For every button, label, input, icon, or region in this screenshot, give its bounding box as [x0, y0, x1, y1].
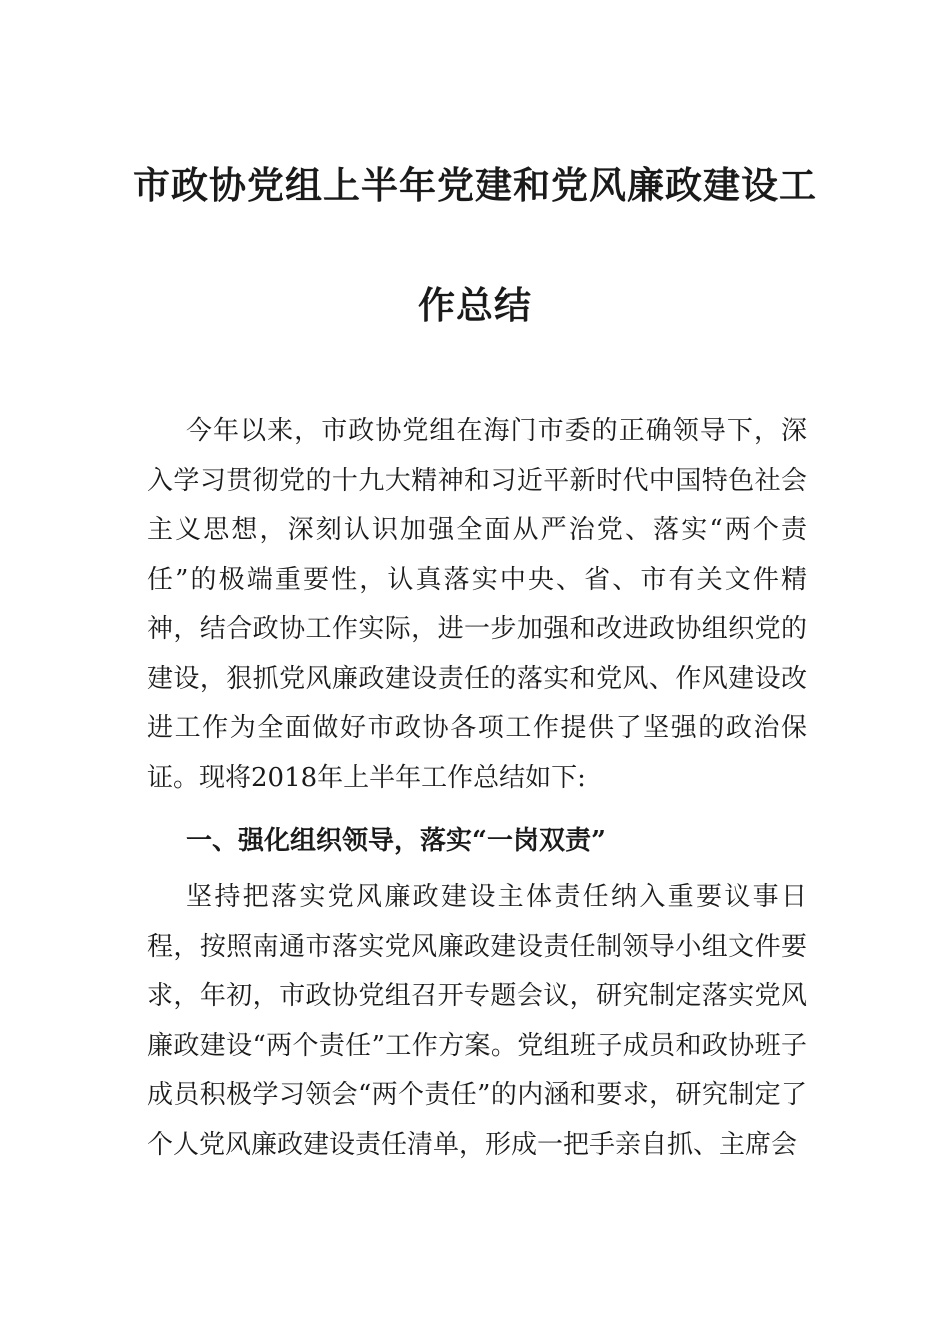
document-title-line-1: 市政协党组上半年党建和党风廉政建设工: [133, 163, 817, 207]
intro-paragraph: 今年以来，市政协党组在海门市委的正确领导下，深入学习贯彻党的十九大精神和习近平新时代中国特色社会主义思想，深刻认识加强全面从严治党、落实“两个责任”的极端重要性，认真落实中央、省、市有关文件精神，结合政协工作实际，进一步加强和改进政协组织党的建设，狠抓党风廉政建设责任的落实和党风、作风建设改进工作为全面做好市政协各项工作提供了坚强的政治保证。现将2018年上半年工作总结如下:: [147, 416, 807, 793]
section-1-paragraph: 坚持把落实党风廉政建设主体责任纳入重要议事日程，按照南通市落实党风廉政建设责任制领导小组文件要求，年初，市政协党组召开专题会议，研究制定落实党风廉政建设“两个责任”工作方案。党组班子成员和政协班子成员积极学习领会“两个责任”的内涵和要求，研究制定了个人党风廉政建设责任清单，形成一把手亲自抓、主席会: [147, 882, 807, 1160]
section-1-heading: 一、强化组织领导，落实“一岗双责”: [186, 826, 606, 856]
document-title-line-2: 作总结: [418, 283, 532, 327]
